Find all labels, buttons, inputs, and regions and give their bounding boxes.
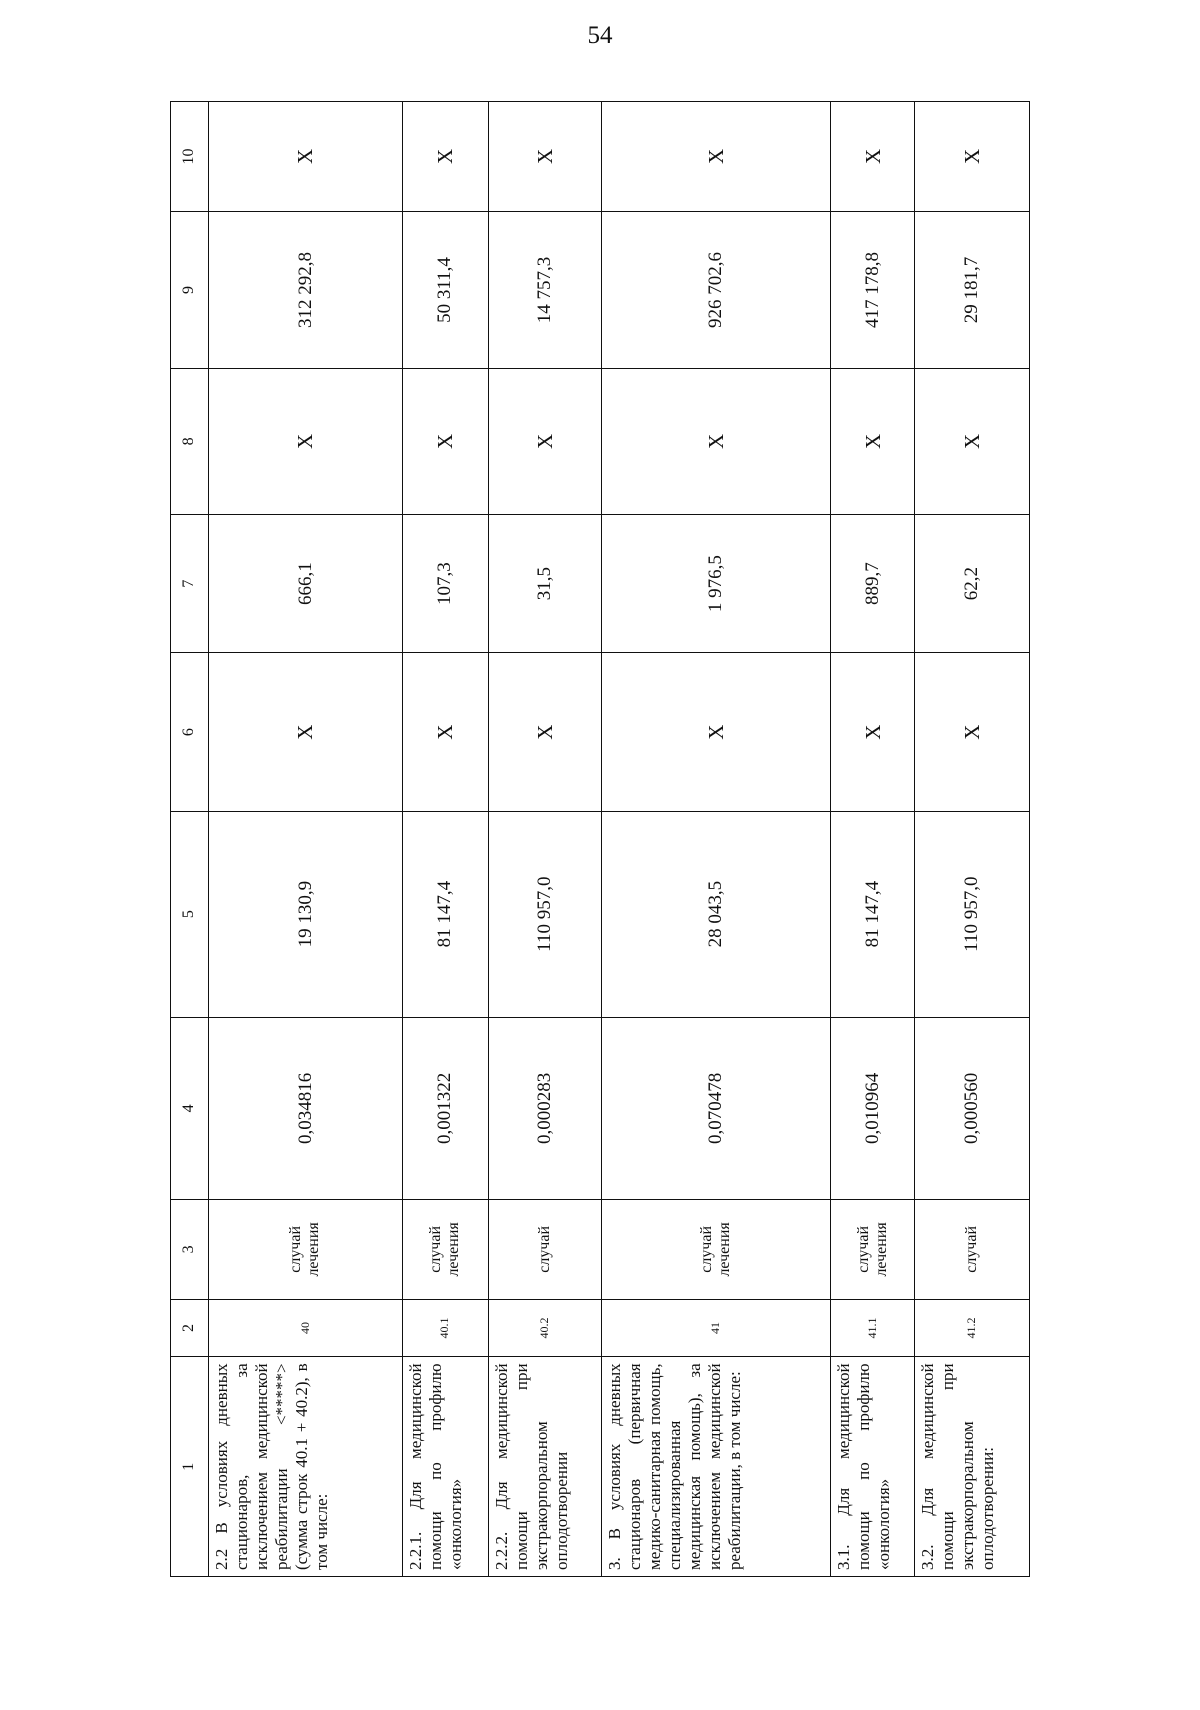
row-value-7: 31,5 — [489, 514, 602, 653]
row-value-7: 889,7 — [831, 514, 915, 653]
row-value-9: 926 702,6 — [601, 211, 831, 368]
row-value-8: Х — [601, 369, 831, 515]
row-value-6: Х — [489, 653, 602, 811]
col-header-8: 8 — [171, 369, 209, 515]
col-header-7: 7 — [171, 514, 209, 653]
row-value-5: 28 043,5 — [601, 811, 831, 1017]
col-header-5: 5 — [171, 811, 209, 1017]
row-value-9: 417 178,8 — [831, 211, 915, 368]
row-value-8: Х — [209, 369, 402, 515]
row-code: 41.1 — [831, 1299, 915, 1357]
col-header-4: 4 — [171, 1017, 209, 1200]
row-value-4: 0,000283 — [489, 1017, 602, 1200]
rotated-table-wrapper — [170, 101, 1030, 1577]
row-value-7: 62,2 — [915, 514, 1030, 653]
row-description: 3. В условиях дневных стационаров (первичная медико-санитарная помощь, специализированная медицинская помощь), за исключением медицинской реабилитации, в том числе: — [601, 1357, 831, 1577]
row-value-4: 0,001322 — [402, 1017, 488, 1200]
page-number: 54 — [587, 22, 613, 49]
row-value-10: Х — [209, 102, 402, 212]
row-description: 3.1. Для медицинской помощи по профилю «онкология» — [831, 1357, 915, 1577]
row-value-9: 312 292,8 — [209, 211, 402, 368]
row-code: 41 — [601, 1299, 831, 1357]
row-code: 40.1 — [402, 1299, 488, 1357]
row-unit: случай лечения — [831, 1200, 915, 1299]
row-unit: случай — [489, 1200, 602, 1299]
table-row — [831, 102, 915, 1577]
table-row — [402, 102, 488, 1577]
row-value-7: 107,3 — [402, 514, 488, 653]
table-row — [489, 102, 602, 1577]
row-description: 2.2 В условиях дневных стационаров, за исключением медицинской реабилитации <*****> (сумма строк 40.1 + 40.2), в том числе: — [209, 1357, 402, 1577]
table-row — [915, 102, 1030, 1577]
row-value-7: 1 976,5 — [601, 514, 831, 653]
row-value-9: 29 181,7 — [915, 211, 1030, 368]
data-table — [170, 101, 1030, 1577]
col-header-1: 1 — [171, 1357, 209, 1577]
table-row — [209, 102, 402, 1577]
row-value-5: 110 957,0 — [915, 811, 1030, 1017]
row-value-4: 0,010964 — [831, 1017, 915, 1200]
col-header-2: 2 — [171, 1299, 209, 1357]
row-value-10: Х — [601, 102, 831, 212]
row-value-8: Х — [915, 369, 1030, 515]
row-value-8: Х — [831, 369, 915, 515]
row-value-5: 19 130,9 — [209, 811, 402, 1017]
row-value-8: Х — [402, 369, 488, 515]
row-description: 3.2. Для медицинской помощи при экстракорпоральном оплодотворении: — [915, 1357, 1030, 1577]
row-value-6: Х — [601, 653, 831, 811]
row-value-4: 0,000560 — [915, 1017, 1030, 1200]
row-value-6: Х — [209, 653, 402, 811]
row-value-4: 0,034816 — [209, 1017, 402, 1200]
col-header-6: 6 — [171, 653, 209, 811]
row-value-5: 110 957,0 — [489, 811, 602, 1017]
row-code: 41.2 — [915, 1299, 1030, 1357]
row-value-10: Х — [831, 102, 915, 212]
row-value-8: Х — [489, 369, 602, 515]
row-value-6: Х — [402, 653, 488, 811]
row-code: 40 — [209, 1299, 402, 1357]
row-unit: случай лечения — [209, 1200, 402, 1299]
row-value-6: Х — [915, 653, 1030, 811]
row-unit: случай лечения — [402, 1200, 488, 1299]
row-value-6: Х — [831, 653, 915, 811]
row-unit: случай лечения — [601, 1200, 831, 1299]
row-description: 2.2.1. Для медицинской помощи по профилю «онкология» — [402, 1357, 488, 1577]
row-value-7: 666,1 — [209, 514, 402, 653]
row-value-5: 81 147,4 — [831, 811, 915, 1017]
table-row — [601, 102, 831, 1577]
col-header-10: 10 — [171, 102, 209, 212]
col-header-3: 3 — [171, 1200, 209, 1299]
row-value-9: 14 757,3 — [489, 211, 602, 368]
row-description: 2.2.2. Для медицинской помощи при экстракорпоральном оплодотворении — [489, 1357, 602, 1577]
row-value-10: Х — [489, 102, 602, 212]
row-value-9: 50 311,4 — [402, 211, 488, 368]
row-value-10: Х — [402, 102, 488, 212]
header-row — [171, 102, 209, 1577]
col-header-9: 9 — [171, 211, 209, 368]
row-unit: случай — [915, 1200, 1030, 1299]
row-value-5: 81 147,4 — [402, 811, 488, 1017]
row-code: 40.2 — [489, 1299, 602, 1357]
row-value-10: Х — [915, 102, 1030, 212]
row-value-4: 0,070478 — [601, 1017, 831, 1200]
